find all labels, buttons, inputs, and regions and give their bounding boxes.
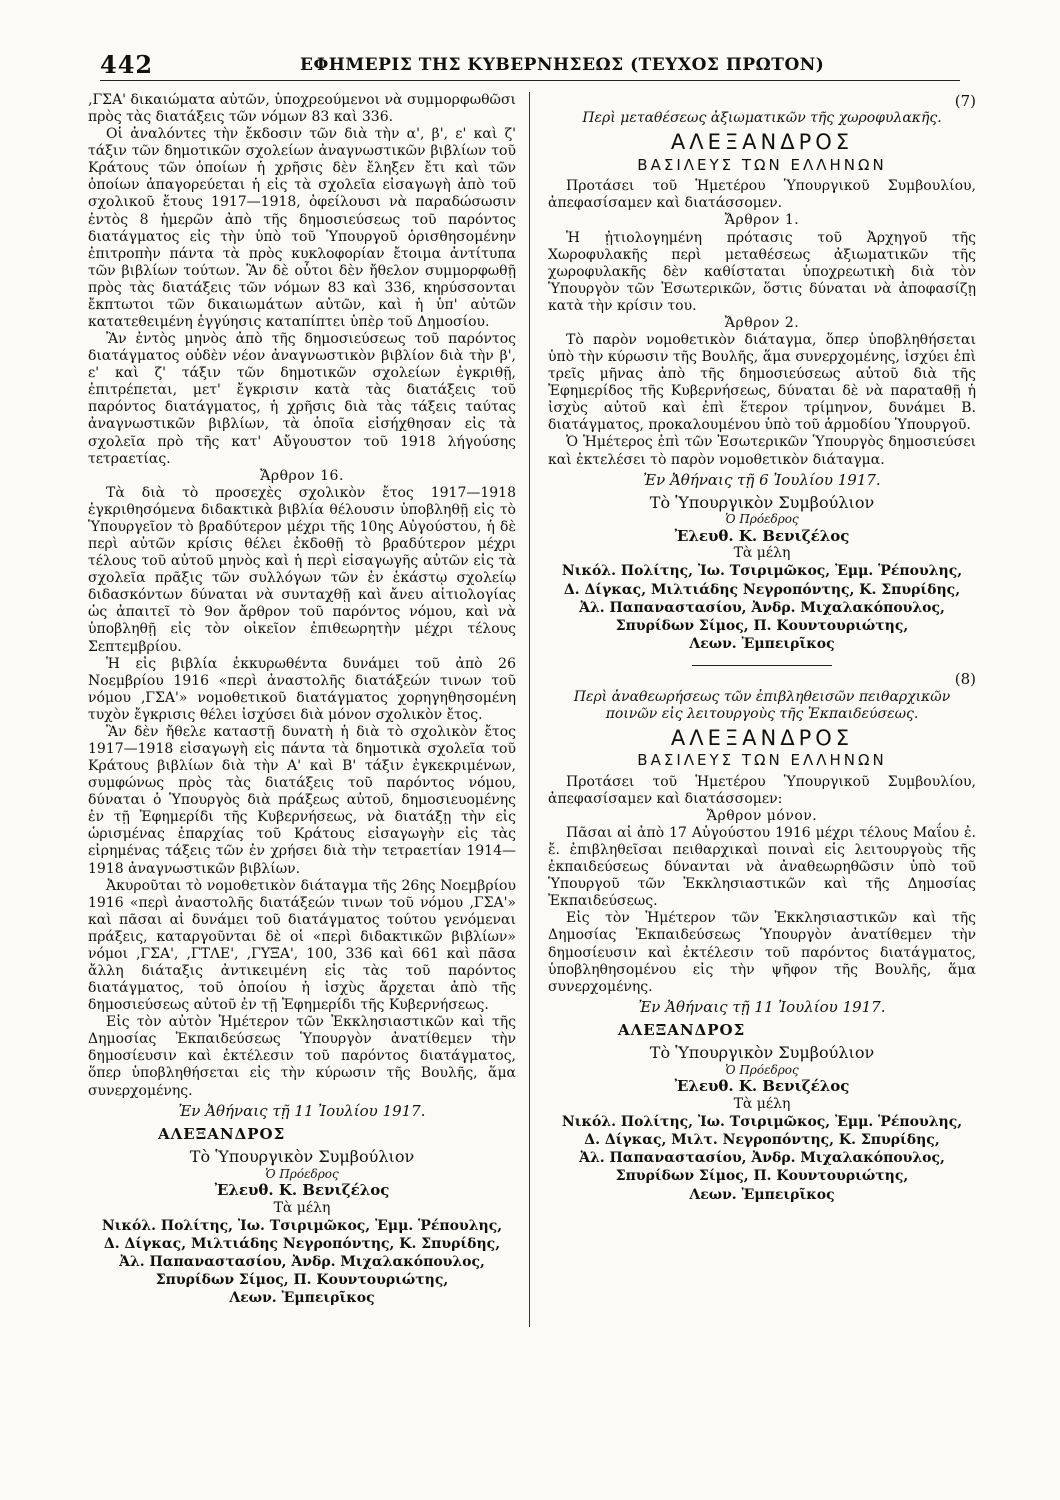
decree-date: Ἐν Ἀθήναις τῇ 11 Ἰουλίου 1917.: [638, 997, 886, 1016]
right-column: [548, 92, 976, 1204]
king-signature: ΑΛΕΞΑΝΔΡΟΣ: [618, 1021, 746, 1040]
paragraph: Ἡ ᾐτιολογημένη πρότασις τοῦ Ἀρχηγοῦ τῆς Χωροφυλακῆς περὶ μεταθέσεως ἀξιωματικῶν τῆς χωροφυλακῆς δὲν καθίσταται ὑποχρεωτικὴ διὰ τὸν Ὑπουργὸν τῶν Ἐσωτερικῶν, ὅστις δύναται νὰ ἀποφασίζῃ κατὰ τὴν κρίσιν του.: [548, 229, 976, 314]
members-label: Τὰ μέλη: [733, 545, 791, 562]
decree-title: Περὶ μεταθέσεως ἀξιωματικῶν τῆς χωροφυλακῆς.: [582, 110, 942, 127]
paragraph: Ἂν δὲν ἤθελε καταστῇ δυνατὴ ἡ διὰ τὸ σχολικὸν ἔτος 1917—1918 εἰσαγωγὴ εἰς πάντα τὰ δημοτικὰ σχολεῖα τοῦ Κράτους βιβλίων διὰ τὴν Α' καὶ Β' τάξιν ἐγκεκριμένων, συμφώνως πρὸς τὰς διατάξεις τοῦ παρόντος νόμου, δύναται ὁ Ὑπουργὸς διὰ πράξεως αὐτοῦ, δημοσιευομένης ἐν τῇ Ἐφημερίδι τῆς Κυβερνήσεως, νὰ διατάξῃ τὴν εἰς ὡρισμένας ἐπαρχίας τοῦ Κράτους εἰσαγωγὴν εἰς τὰς εἰρημένας τάξεις τῶν ἐν χρήσει διὰ τὴν τετραετίαν 1914—1918 ἀναγνωστικῶν βιβλίων.: [88, 723, 516, 877]
paragraph: Πᾶσαι αἱ ἀπὸ 17 Αὐγούστου 1916 μέχρι τέλους Μαΐου ἐ. ἔ. ἐπιβληθεῖσαι πειθαρχικαὶ ποιναὶ εἰς λειτουργοὺς τῆς ἐκπαιδεύσεως δύνανται νὰ ἀναθεωρηθῶσιν ὑπὸ τοῦ Ὑπουργοῦ τῶν Ἐκκλησιαστικῶν καὶ τῆς Δημοσίας Ἐκπαιδεύσεως.: [548, 824, 976, 910]
article-heading: Ἄρθρον 1.: [724, 212, 800, 229]
king-signature: ΑΛΕΞΑΝΔΡΟΣ: [158, 1124, 286, 1143]
paragraph: ‚ΓΣΑ' δικαιώματα αὐτῶν, ὑποχρεούμενοι νὰ συμμορφωθῶσι πρὸς τὰς διατάξεις τῶν νόμων 83 καὶ 336.: [88, 92, 516, 126]
king-heading: ΑΛΕΞΑΝΔΡΟΣ: [670, 130, 854, 155]
members-label: Τὰ μέλη: [733, 1095, 791, 1112]
paragraph: Ἂν ἐντὸς μηνὸς ἀπὸ τῆς δημοσιεύσεως τοῦ παρόντος διατάγματος οὐδὲν νέον ἀναγνωστικὸν βιβλίον διὰ τὴν β', ε' καὶ ζ' τάξιν τῶν δημοτικῶν σχολείων ἐγκριθῇ, ἐπιτρέπεται, μετ' ἔγκρισιν κατὰ τὰς διατάξεις τοῦ παρόντος διατάγματος, ἡ χρῆσις διὰ τὰς τάξεις ταύτας ἀναγνωστικῶν βιβλίων, τὰ ὁποῖα εἰσήχθησαν εἰς τὰ σχολεῖα πρὸ τῆς κατ' Αὔγουστον τοῦ 1918 λήγούσης τετραετίας.: [88, 331, 516, 467]
member-line: Δ. Δίγκας, Μιλτιάδης Νεγροπόντης, Κ. Σπυρίδης,: [103, 1235, 501, 1252]
section-separator: [692, 665, 832, 666]
article-heading: Ἄρθρον 16.: [260, 467, 344, 484]
member-line: Λεων. Ἐμπειρῖκος: [689, 1186, 835, 1203]
president-name: Ἐλευθ. Κ. Βενιζέλος: [674, 527, 850, 546]
article-heading: Ἄρθρον 2.: [724, 314, 800, 331]
paragraph: Προτάσει τοῦ Ἡμετέρου Ὑπουργικοῦ Συμβουλίου, ἀπεφασίσαμεν καὶ διατάσσομεν:: [548, 773, 976, 807]
member-line: Ἀλ. Παπαναστασίου, Ἀνδρ. Μιχαλακόπουλος,: [579, 599, 945, 616]
member-line: Νικόλ. Πολίτης, Ἰω. Τσιριμῶκος, Ἐμμ. Ῥέπουλης,: [101, 1217, 503, 1234]
council-heading: Τὸ Ὑπουργικὸν Συμβούλιον: [189, 1147, 415, 1167]
journal-title: ΕΦΗΜΕΡΙΣ ΤΗΣ ΚΥΒΕΡΝΗΣΕΩΣ (ΤΕΥΧΟΣ ΠΡΩΤΟΝ): [300, 55, 825, 75]
paragraph: Ὁ Ἡμέτερος ἐπὶ τῶν Ἐσωτερικῶν Ὑπουργὸς δημοσιεύσει καὶ ἐκτελέσει τὸ παρὸν νομοθετικὸν διάταγμα.: [548, 434, 976, 468]
council-heading: Τὸ Ὑπουργικὸν Συμβούλιον: [649, 1043, 875, 1063]
page-number: 442: [100, 50, 154, 79]
president-name: Ἐλευθ. Κ. Βενιζέλος: [214, 1181, 390, 1200]
paragraph: Τὸ παρὸν νομοθετικὸν διάταγμα, ὅπερ ὑποβληθήσεται ὑπὸ τὴν κύρωσιν τῆς Βουλῆς, ἅμα συνερχομένης, ἰσχύει ἐπὶ τρεῖς μῆνας ἀπὸ τῆς δημοσιεύσεως αὐτοῦ διὰ τῆς Ἐφημερίδος τῆς Κυβερνήσεως, δύναται δὲ νὰ παραταθῇ ἡ ἰσχὺς αὐτοῦ καὶ ἐπὶ ἕτερον τρίμηνον, δυνάμει Β. διατάγματος, προκαλουμένου ὑπὸ τοῦ ἁρμοδίου Ὑπουργοῦ.: [548, 331, 976, 434]
member-line: Σπυρίδων Σίμος, Π. Κουντουριώτης,: [155, 1272, 449, 1289]
decree-number: (8): [954, 670, 976, 689]
members-label: Τὰ μέλη: [273, 1199, 331, 1216]
paragraph: Ἡ εἰς βιβλία ἐκκυρωθέντα δυνάμει τοῦ ἀπὸ 26 Νοεμβρίου 1916 «περὶ ἀναστολῆς διατάξεών τινων τοῦ νόμου ‚ΓΣΑ'» νομοθετικοῦ διατάγματος χορηγηθησομένη τυχὸν ἔγκρισις θέλει ἰσχύσει διὰ μόνον σχολικὸν ἔτος.: [88, 655, 516, 723]
decree-date: Ἐν Ἀθήναις τῇ 11 Ἰουλίου 1917.: [178, 1101, 426, 1120]
president-label: Ὁ Πρόεδρος: [725, 512, 799, 527]
member-line: Νικόλ. Πολίτης, Ἰω. Τσιριμῶκος, Ἐμμ. Ῥέπουλης,: [561, 1113, 963, 1130]
king-subheading: ΒΑΣΙΛΕΥΣ ΤΩΝ ΕΛΛΗΝΩΝ: [637, 155, 887, 174]
president-name: Ἐλευθ. Κ. Βενιζέλος: [674, 1077, 850, 1096]
member-line: Σπυρίδων Σίμος, Π. Κουντουριώτης,: [615, 1168, 909, 1185]
page-header: [100, 50, 960, 81]
column-divider: [529, 92, 530, 1327]
member-line: Δ. Δίγκας, Μιλτιάδης Νεγροπόντης, Κ. Σπυρίδης,: [563, 581, 961, 598]
member-line: Νικόλ. Πολίτης, Ἰω. Τσιριμῶκος, Ἐμμ. Ῥέπουλης,: [561, 563, 963, 580]
paragraph: Ἀκυροῦται τὸ νομοθετικὸν διάταγμα τῆς 26ης Νοεμβρίου 1916 «περὶ ἀναστολῆς διατάξεών τινων τοῦ νόμου ‚ΓΣΑ'» καὶ πᾶσαι αἱ δυνάμει τοῦ διατάγματος τούτου γενόμεναι πράξεις, καταργοῦνται δὲ οἱ «περὶ διδακτικῶν βιβλίων» νόμοι ‚ΓΣΑ', ‚ΓΤΛΕ', ‚ΓΥΞΑ', 100, 336 καὶ 661 καὶ πᾶσα ἄλλη διάταξις ἀντικειμένη εἰς τὰς τοῦ παρόντος διατάγματος, τοῦ ὁποίου ἡ ἰσχὺς ἄρχεται ἀπὸ τῆς δημοσιεύσεως αὐτοῦ ἐν τῇ Ἐφημερίδι τῆς Κυβερνήσεως.: [88, 877, 516, 1014]
paragraph: Τὰ διὰ τὸ προσεχὲς σχολικὸν ἔτος 1917—1918 ἐγκριθησόμενα διδακτικὰ βιβλία θέλουσιν ὑποβληθῇ εἰς τὸ Ὑπουργεῖον τὸ βραδύτερον μέχρι τῆς 10ης Αὐγούστου, ἡ δὲ περὶ αὐτῶν κρίσις θέλει ἐκδοθῇ τὸ βραδύτερον μέχρι τέλους τοῦ αὐτοῦ μηνὸς καὶ ἡ περὶ εἰσαγωγῆς αὐτῶν εἰς τὰ σχολεῖα πρᾶξις τῶν συλλόγων τῶν ἐν ἑκάστῳ σχολείῳ διδασκόντων δύναται νὰ συνταχθῇ καὶ ἄνευ αἰτιολογίας ὡς ἀπαιτεῖ τὸ 9ον ἄρθρον τοῦ παρόντος νόμου, καὶ νὰ ὑποβληθῇ εἰς τὸν οἰκεῖον ἐπιθεωρητὴν μέχρι τέλους Σεπτεμβρίου.: [88, 484, 516, 655]
member-line: Ἀλ. Παπαναστασίου, Ἀνδρ. Μιχαλακόπουλος,: [119, 1254, 485, 1271]
left-column: [88, 92, 516, 1308]
decree-title: Περὶ ἀναθεωρήσεως τῶν ἐπιβληθεισῶν πειθαρχικῶν ποινῶν εἰς λειτουργοὺς τῆς Ἐκπαιδεύσεως.: [573, 688, 951, 722]
member-line: Λεων. Ἐμπειρῖκος: [229, 1290, 375, 1307]
member-line: Λεων. Ἐμπειρῖκος: [689, 636, 835, 653]
paragraph: Εἰς τὸν Ἡμέτερον τῶν Ἐκκλησιαστικῶν καὶ τῆς Δημοσίας Ἐκπαιδεύσεως Ὑπουργὸν ἀνατίθεμεν τὴν δημοσίευσιν καὶ ἐκτέλεσιν τοῦ παρόντος διατάγματος, ὑποβληθησομένου εἰς τὴν ψῆφον τῆς Βουλῆς, ἅμα συνερχομένης.: [548, 910, 976, 995]
decree-number: (7): [954, 92, 976, 110]
paragraph: Εἰς τὸν αὐτὸν Ἡμέτερον τῶν Ἐκκλησιαστικῶν καὶ τῆς Δημοσίας Ἐκπαιδεύσεως Ὑπουργὸν ἀνατίθεμεν τὴν δημοσίευσιν καὶ ἐκτέλεσιν τοῦ παρόντος διατάγματος, ὅπερ ὑποβληθήσεται εἰς τὴν κύρωσιν τῆς Βουλῆς, ἅμα συνερχομένης.: [88, 1014, 516, 1099]
council-heading: Τὸ Ὑπουργικὸν Συμβούλιον: [649, 492, 875, 512]
king-heading: ΑΛΕΞΑΝΔΡΟΣ: [670, 725, 854, 750]
decree-date: Ἐν Ἀθήναις τῇ 6 Ἰουλίου 1917.: [643, 470, 881, 489]
member-line: Ἀλ. Παπαναστασίου, Ἀνδρ. Μιχαλακόπουλος,: [579, 1150, 945, 1167]
member-line: Σπυρίδων Σίμος, Π. Κουντουριώτης,: [615, 617, 909, 634]
member-line: Δ. Δίγκας, Μιλτ. Νεγροπόντης, Κ. Σπυρίδης,: [584, 1132, 940, 1149]
king-subheading: ΒΑΣΙΛΕΥΣ ΤΩΝ ΕΛΛΗΝΩΝ: [637, 751, 887, 770]
president-label: Ὁ Πρόεδρος: [725, 1062, 799, 1077]
president-label: Ὁ Πρόεδρος: [265, 1166, 339, 1181]
paragraph: Οἱ ἀναλόντες τὴν ἔκδοσιν τῶν διὰ τὴν α', β', ε' καὶ ζ' τάξιν τῶν δημοτικῶν σχολείων ἀναγνωστικῶν βιβλίων τοῦ Κράτους τῶν ὁποίων ἡ χρῆσις δὲν ἔληξεν ἔτι καὶ τῶν ὁποίων ἀπαγορεύεται ἡ εἰς τὰ σχολεῖα εἰσαγωγὴ ἀπὸ τοῦ σχολικοῦ ἔτους 1917—1918, ὀφείλουσι νὰ παραδώσωσιν ἐντὸς 8 ἡμερῶν ἀπὸ τῆς δημοσιεύσεως τοῦ παρόντος διατάγματος εἰς τὴν ὑπὸ τοῦ Ὑπουργοῦ ὁρισθησομένην ἐπιτροπὴν πάντα τὰ πρὸς κυκλοφορίαν ἔτοιμα ἀντίτυπα τῶν βιβλίων τούτων. Ἂν δὲ οὗτοι δὲν ἤθελον συμμορφωθῇ πρὸς τὰς διατάξεις τῶν νόμων 83 καὶ 336, κηρύσσονται ἔκπτωτοι τῶν δικαιωμάτων αὐτῶν, καὶ ἡ ὑπ' αὐτῶν κατατεθειμένη ἐγγύησις καταπίπτει ὑπὲρ τοῦ Δημοσίου.: [88, 126, 516, 331]
article-heading: Ἄρθρον μόνον.: [706, 807, 818, 824]
paragraph: Προτάσει τοῦ Ἡμετέρου Ὑπουργικοῦ Συμβουλίου, ἀπεφασίσαμεν καὶ διατάσσομεν.: [548, 178, 976, 212]
